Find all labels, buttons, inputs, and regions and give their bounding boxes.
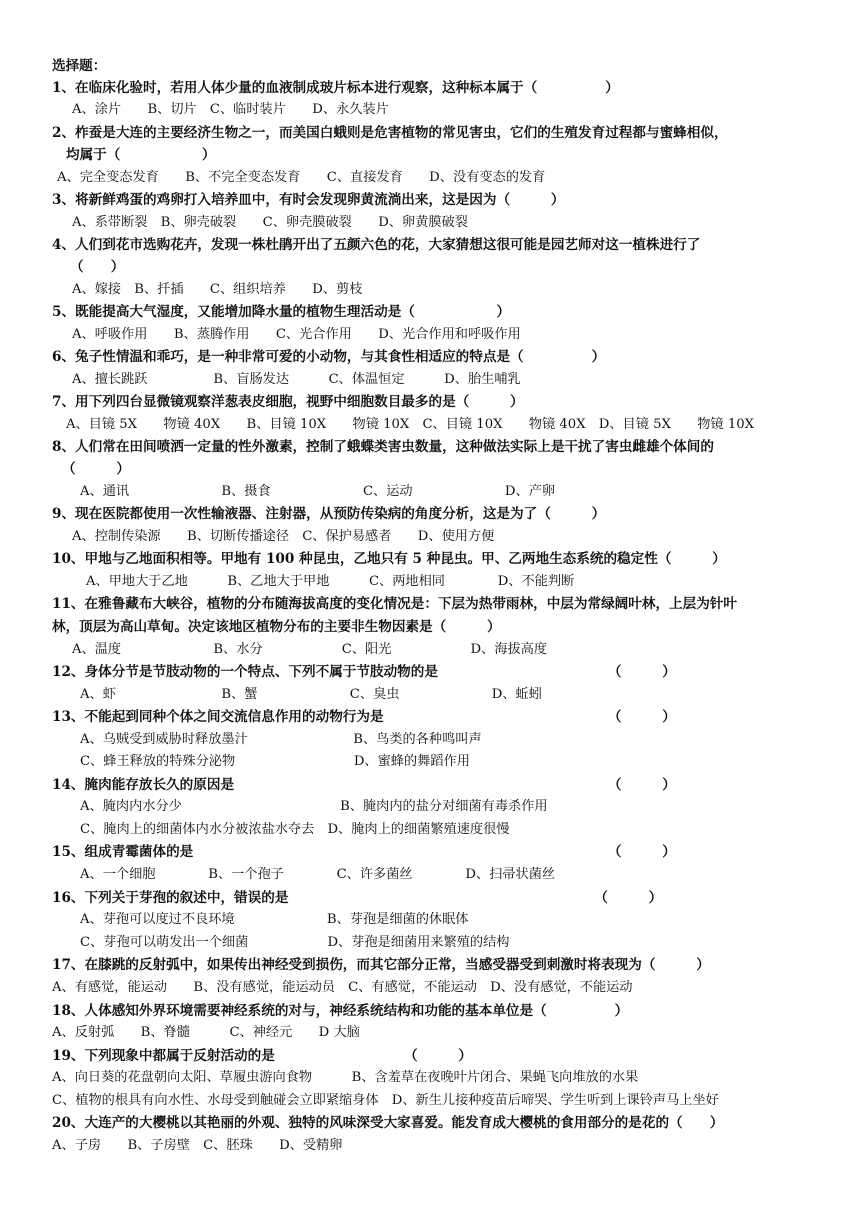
answer-options: A、擅长跳跃 B、盲肠发达 C、体温恒定 D、胎生哺乳 xyxy=(72,372,521,387)
answer-options: A、一个细胞 B、一个孢子 C、许多菌丝 D、扫帚状菌丝 xyxy=(80,867,556,882)
section-heading: 选择题： xyxy=(52,58,107,74)
answer-options: A、子房 B、子房壁 C、胚珠 D、受精卵 xyxy=(52,1138,343,1153)
answer-options: A、完全变态发育 B、不完全变态发育 C、直接发育 D、没有变态的发育 xyxy=(57,170,546,185)
question-stem: 均属于（ ） xyxy=(66,147,216,163)
answer-options: C、芽孢可以萌发出一个细菌 D、芽孢是细菌用来繁殖的结构 xyxy=(80,935,510,950)
question-stem: 19、下列现象中都属于反射活动的是 （ ） xyxy=(52,1048,472,1064)
question-stem: 12、身体分节是节肢动物的一个特点、下列不属于节肢动物的是 （ ） xyxy=(52,664,676,680)
answer-options: C、植物的根具有向水性、水母受到触碰会立即紧缩身体 D、新生儿接种疫苗后啼哭、学生听到上课铃声马上坐好 xyxy=(52,1093,719,1108)
question-stem: 17、在膝跳的反射弧中，如果传出神经受到损伤，而其它部分正常，当感受器受到刺激时将表现为（ ） xyxy=(52,957,710,973)
answer-options: C、蜂王释放的特殊分泌物 D、蜜蜂的舞蹈作用 xyxy=(80,754,470,769)
answer-options: A、呼吸作用 B、蒸腾作用 C、光合作用 D、光合作用和呼吸作用 xyxy=(72,327,521,342)
question-stem: 11、在雅鲁藏布大峡谷，植物的分布随海拔高度的变化情况是：下层为热带雨林，中层为常绿阔叶林，上层为针叶 xyxy=(52,596,738,612)
question-stem: 6、兔子性情温和乖巧，是一种非常可爱的小动物，与其食性相适应的特点是（ ） xyxy=(52,349,606,365)
question-stem: 7、用下列四台显微镜观察洋葱表皮细胞，视野中细胞数目最多的是（ ） xyxy=(52,394,524,410)
question-stem: 13、不能起到同种个体之间交流信息作用的动物行为是 （ ） xyxy=(52,709,676,725)
question-stem: 林，顶层为高山草甸。决定该地区植物分布的主要非生物因素是（ ） xyxy=(52,619,501,635)
answer-options: C、腌肉上的细菌体内水分被浓盐水夺去 D、腌肉上的细菌繁殖速度很慢 xyxy=(80,822,510,837)
question-stem: 15、组成青霉菌体的是 （ ） xyxy=(52,844,676,860)
question-stem: 9、现在医院都使用一次性输液器、注射器，从预防传染病的角度分析，这是为了（ ） xyxy=(52,506,606,522)
answer-options: A、乌贼受到威胁时释放墨汁 B、鸟类的各种鸣叫声 xyxy=(80,732,482,747)
question-stem: （ ） xyxy=(70,259,125,275)
answer-options: A、系带断裂 B、卵壳破裂 C、卵壳膜破裂 D、卵黄膜破裂 xyxy=(72,215,468,230)
answer-options: A、控制传染源 B、切断传播途径 C、保护易感者 D、使用方便 xyxy=(72,529,495,544)
answer-options: A、嫁接 B、扦插 C、组织培养 D、剪枝 xyxy=(72,282,363,297)
question-stem: 3、将新鲜鸡蛋的鸡卵打入培养皿中，有时会发现卵黄流淌出来，这是因为（ ） xyxy=(52,192,565,208)
question-stem: 4、人们到花市选购花卉，发现一株杜鹃开出了五颜六色的花，大家猜想这很可能是园艺师对这一植株进行了 xyxy=(52,237,701,253)
answer-options: A、温度 B、水分 C、阳光 D、海拔高度 xyxy=(72,642,548,657)
question-stem: 2、柞蚕是大连的主要经济生物之一，而美国白蛾则是危害植物的常见害虫，它们的生殖发育过程都与蜜蜂相似， xyxy=(52,125,728,141)
answer-options: A、虾 B、蟹 C、臭虫 D、蚯蚓 xyxy=(80,687,542,702)
question-stem: 10、甲地与乙地面积相等。甲地有 100 种昆虫，乙地只有 5 种昆虫。甲、乙两地生态系统的稳定性（ ） xyxy=(52,551,726,567)
question-stem: 18、人体感知外界环境需要神经系统的对与，神经系统结构和功能的基本单位是（ ） xyxy=(52,1003,629,1019)
answer-options: A、反射弧 B、脊髓 C、神经元 D 大脑 xyxy=(52,1025,360,1040)
question-stem: 1、在临床化验时，若用人体少量的血液制成玻片标本进行观察，这种标本属于（ ） xyxy=(52,80,619,96)
question-stem: 8、人们常在田间喷洒一定量的性外激素，控制了蛾蝶类害虫数量，这种做法实际上是干扰了害虫雌雄个体间的 xyxy=(52,439,714,455)
answer-options: A、向日葵的花盘朝向太阳、草履虫游向食物 B、含羞草在夜晚叶片闭合、果蝇飞向堆放的水果 xyxy=(52,1070,639,1085)
question-stem: 20、大连产的大樱桃以其艳丽的外观、独特的风味深受大家喜爱。能发育成大樱桃的食用部分的是花的（ ） xyxy=(52,1115,724,1131)
answer-options: A、通讯 B、摄食 C、运动 D、产卵 xyxy=(80,484,556,499)
question-stem: 16、下列关于芽孢的叙述中，错误的是 （ ） xyxy=(52,890,663,906)
question-stem: 14、腌肉能存放长久的原因是 （ ） xyxy=(52,777,676,793)
question-stem: 5、既能提高大气湿度，又能增加降水量的植物生理活动是（ ） xyxy=(52,304,511,320)
answer-options: A、有感觉，能运动 B、没有感觉，能运动员 C、有感觉，不能运动 D、没有感觉，不能运动 xyxy=(52,980,633,995)
answer-options: A、甲地大于乙地 B、乙地大于甲地 C、两地相同 D、不能判断 xyxy=(86,574,575,589)
answer-options: A、涂片 B、切片 C、临时装片 D、永久装片 xyxy=(72,102,389,117)
answer-options: A、腌肉内水分少 B、腌肉内的盐分对细菌有毒杀作用 xyxy=(80,799,548,814)
answer-options: A、目镜 5X 物镜 40X B、目镜 10X 物镜 10X C、目镜 10X 物镜 40X D、目镜 5X 物镜 10X xyxy=(66,417,754,432)
answer-options: A、芽孢可以度过不良环境 B、芽孢是细菌的休眠体 xyxy=(80,912,469,927)
question-stem: （ ） xyxy=(62,461,130,477)
